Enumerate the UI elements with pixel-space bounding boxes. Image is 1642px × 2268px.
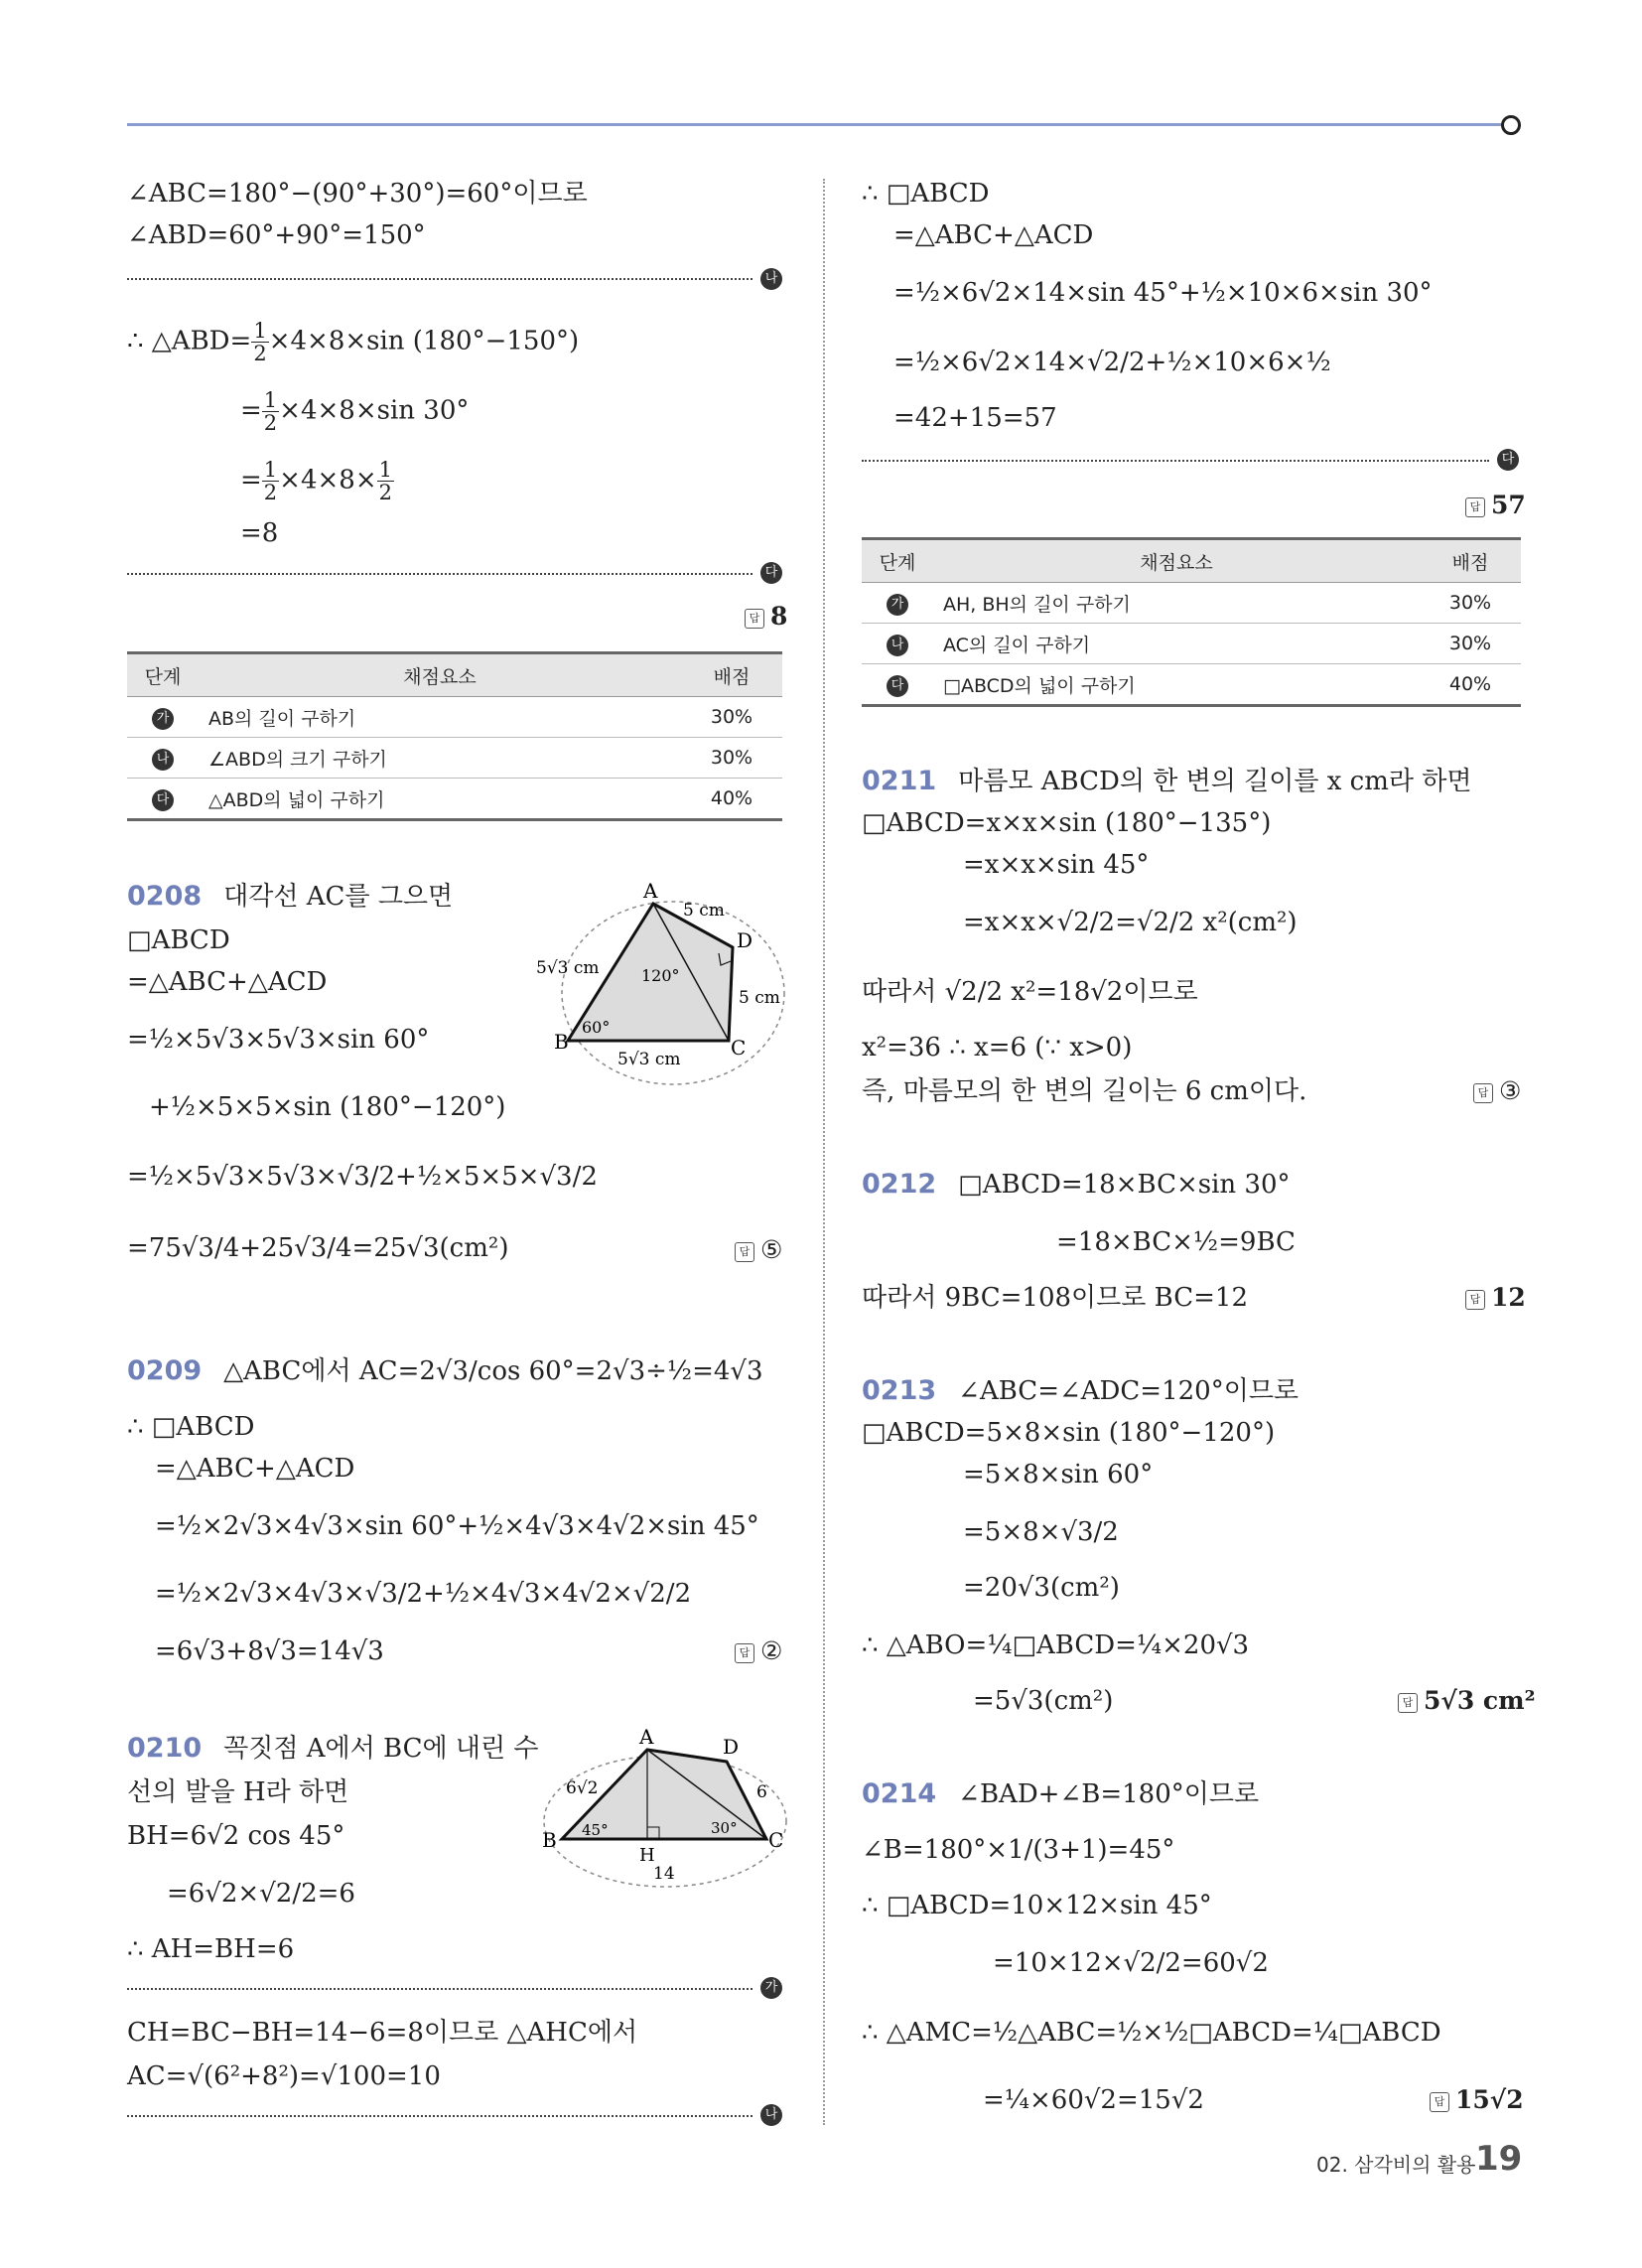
problem-0211-line-2: □ABCD=x×x×sin (180°−135°) bbox=[862, 808, 1272, 838]
problem-0211-line-5: 따라서 √2/2 x²=18√2이므로 bbox=[862, 977, 1198, 1007]
table-cell-score: 30% bbox=[1420, 624, 1521, 664]
fig-angle-b: 45° bbox=[582, 1821, 609, 1839]
answer-0213: 답 5√3 cm² bbox=[1398, 1686, 1536, 1715]
problem-0212-line-3: 따라서 9BC=108이므로 BC=12 bbox=[862, 1283, 1249, 1313]
fig-angle-a: 120° bbox=[641, 966, 680, 985]
table-cell-item: △ABD의 넓이 구하기 bbox=[199, 779, 681, 820]
step-badge: 다 bbox=[152, 789, 174, 811]
left-line-2: ∠ABD=60°+90°=150° bbox=[127, 220, 426, 250]
fig-len-bc: 14 bbox=[653, 1864, 675, 1884]
table-head-step: 단계 bbox=[862, 539, 933, 583]
table-row bbox=[127, 738, 782, 779]
problem-0210-line-6: CH=BC−BH=14−6=8이므로 △AHC에서 bbox=[127, 2018, 638, 2048]
problem-0208-line-7: =75√3/4+25√3/4=25√3(cm²) bbox=[127, 1233, 509, 1263]
problem-0208-line-4: =½×5√3×5√3×sin 60° bbox=[127, 1025, 430, 1055]
answer-0212: 답 12 bbox=[1465, 1283, 1526, 1312]
table-row bbox=[862, 583, 1521, 624]
problem-0214-line-1: 0214 ∠BAD+∠B=180°이므로 bbox=[862, 1778, 1260, 1809]
problem-0213-line-6: ∴ △ABO=¼□ABCD=¼×20√3 bbox=[862, 1630, 1250, 1660]
step-badge-da: 다 bbox=[1497, 449, 1519, 471]
step-separator bbox=[862, 460, 1489, 462]
header-rule-dot bbox=[1501, 115, 1521, 135]
problem-0209-line-6: =6√3+8√3=14√3 bbox=[155, 1636, 384, 1666]
problem-0208-line-1: 0208 대각선 AC를 그으면 bbox=[127, 881, 454, 912]
table-row bbox=[127, 779, 782, 820]
answer-0211: 답 ③ bbox=[1473, 1076, 1521, 1105]
right-line-1: ∴ □ABCD bbox=[862, 179, 990, 209]
page-number: 19 bbox=[1475, 2139, 1523, 2179]
footer-chapter: 02. 삼각비의 활용 bbox=[1316, 2153, 1476, 2177]
problem-0208-line-5: +½×5×5×sin (180°−120°) bbox=[149, 1092, 506, 1122]
step-badge: 가 bbox=[152, 708, 174, 730]
fig-angle-b: 60° bbox=[582, 1018, 611, 1037]
table-cell-item: AB의 길이 구하기 bbox=[199, 697, 681, 738]
answer-0208: 답 ⑤ bbox=[735, 1235, 782, 1264]
figure-0210 bbox=[536, 1728, 794, 1897]
step-separator bbox=[127, 1988, 753, 1990]
problem-0213-line-1: 0213 ∠ABC=∠ADC=120°이므로 bbox=[862, 1375, 1300, 1406]
right-line-4: =½×6√2×14×√2/2+½×10×6×½ bbox=[893, 348, 1331, 377]
problem-0209-line-5: =½×2√3×4√3×√3/2+½×4√3×4√2×√2/2 bbox=[155, 1579, 692, 1609]
scoring-table-1 bbox=[127, 651, 782, 821]
problem-0213-line-7: =5√3(cm²) bbox=[973, 1686, 1114, 1716]
problem-0211-line-6: x²=36 ∴ x=6 (∵ x>0) bbox=[862, 1033, 1133, 1063]
problem-0208-line-2: □ABCD bbox=[127, 925, 230, 955]
problem-0209-line-2: ∴ □ABCD bbox=[127, 1412, 255, 1442]
answer-0209: 답 ② bbox=[735, 1636, 782, 1665]
table-row bbox=[127, 697, 782, 738]
problem-0214-line-2: ∠B=180°×1/(3+1)=45° bbox=[862, 1835, 1175, 1865]
problem-0214-line-5: ∴ △AMC=½△ABC=½×½□ABCD=¼□ABCD bbox=[862, 2018, 1441, 2048]
fig-label-H: H bbox=[639, 1845, 655, 1866]
abd-area-line-3: = $\frac{1}{2}$ ×4×8× $\frac{1}{2}$ bbox=[240, 458, 392, 504]
table-cell-score: 40% bbox=[1420, 664, 1521, 706]
answer-57: 답 57 bbox=[1465, 491, 1526, 519]
problem-0208-line-6: =½×5√3×5√3×√3/2+½×5×5×√3/2 bbox=[127, 1162, 598, 1192]
table-cell-score: 30% bbox=[681, 738, 782, 779]
table-row bbox=[862, 624, 1521, 664]
table-head-score: 배점 bbox=[681, 653, 782, 697]
problem-0211-line-7: 즉, 마름모의 한 변의 길이는 6 cm이다. bbox=[862, 1076, 1307, 1106]
table-cell-item: AH, BH의 길이 구하기 bbox=[933, 583, 1420, 624]
problem-0209-line-1: 0209 △ABC에서 AC=2√3/cos 60°=2√3÷½=4√3 bbox=[127, 1355, 763, 1386]
problem-0209-line-4: =½×2√3×4√3×sin 60°+½×4√3×4√2×sin 45° bbox=[155, 1511, 759, 1541]
fig-len-ad: 5 cm bbox=[683, 901, 725, 921]
left-line-1: ∠ABC=180°−(90°+30°)=60°이므로 bbox=[127, 179, 588, 209]
table-row bbox=[862, 664, 1521, 706]
fig-len-ab: 5√3 cm bbox=[536, 958, 600, 978]
problem-0211-line-1: 0211 마름모 ABCD의 한 변의 길이를 x cm라 하면 bbox=[862, 766, 1472, 796]
problem-0210-line-5: ∴ AH=BH=6 bbox=[127, 1934, 295, 1964]
table-cell-item: ∠ABD의 크기 구하기 bbox=[199, 738, 681, 779]
table-cell-item: AC의 길이 구하기 bbox=[933, 624, 1420, 664]
fig-label-C: C bbox=[768, 1828, 784, 1852]
problem-0210-line-1: 0210 꼭짓점 A에서 BC에 내린 수 bbox=[127, 1733, 539, 1764]
answer-8: 답 8 bbox=[745, 602, 787, 631]
scoring-table-2 bbox=[862, 537, 1521, 707]
problem-0213-line-5: =20√3(cm²) bbox=[963, 1573, 1120, 1603]
header-rule bbox=[127, 123, 1509, 126]
table-head-item: 채점요소 bbox=[933, 539, 1420, 583]
step-badge: 가 bbox=[887, 594, 908, 616]
right-line-2: =△ABC+△ACD bbox=[893, 220, 1094, 250]
fig-label-A: A bbox=[639, 1728, 654, 1749]
table-head-score: 배점 bbox=[1420, 539, 1521, 583]
problem-0210-line-2: 선의 발을 H라 하면 bbox=[127, 1777, 349, 1807]
fig-len-dc: 5 cm bbox=[739, 988, 780, 1008]
problem-0209-line-3: =△ABC+△ACD bbox=[155, 1454, 355, 1484]
problem-0208-line-3: =△ABC+△ACD bbox=[127, 967, 328, 997]
fig-angle-c: 30° bbox=[711, 1819, 738, 1837]
right-line-5: =42+15=57 bbox=[893, 403, 1057, 433]
fig-label-D: D bbox=[737, 928, 753, 952]
problem-0213-line-2: □ABCD=5×8×sin (180°−120°) bbox=[862, 1418, 1276, 1448]
table-cell-score: 30% bbox=[1420, 583, 1521, 624]
problem-0214-line-6: =¼×60√2=15√2 bbox=[983, 2085, 1204, 2115]
step-badge: 다 bbox=[887, 675, 908, 697]
problem-0214-line-3: ∴ □ABCD=10×12×sin 45° bbox=[862, 1891, 1212, 1920]
step-badge: 나 bbox=[887, 635, 908, 656]
column-divider bbox=[823, 179, 825, 2125]
step-badge: 나 bbox=[152, 749, 174, 771]
step-badge-na: 나 bbox=[760, 2104, 782, 2126]
fig-len-ab: 6√2 bbox=[566, 1778, 599, 1798]
problem-0211-line-4: =x×x×√2/2=√2/2 x²(cm²) bbox=[963, 908, 1298, 937]
table-cell-score: 30% bbox=[681, 697, 782, 738]
fig-len-dc: 6 bbox=[756, 1782, 767, 1802]
step-badge-na: 나 bbox=[760, 268, 782, 290]
fig-label-C: C bbox=[731, 1036, 747, 1060]
fig-label-B: B bbox=[542, 1828, 557, 1852]
step-badge-da: 다 bbox=[760, 562, 782, 584]
problem-0213-line-4: =5×8×√3/2 bbox=[963, 1517, 1119, 1547]
problem-0212-line-2: =18×BC×½=9BC bbox=[1056, 1227, 1296, 1257]
fig-label-B: B bbox=[554, 1030, 569, 1054]
table-cell-item: □ABCD의 넓이 구하기 bbox=[933, 664, 1420, 706]
problem-0210-line-3: BH=6√2 cos 45° bbox=[127, 1821, 345, 1851]
step-badge-ga: 가 bbox=[760, 1977, 782, 1999]
abd-area-line-2: = $\frac{1}{2}$ ×4×8×sin 30° bbox=[240, 388, 470, 435]
figure-0208 bbox=[526, 874, 794, 1092]
abd-area-line-4: =8 bbox=[240, 518, 279, 548]
table-head-step: 단계 bbox=[127, 653, 199, 697]
problem-0211-line-3: =x×x×sin 45° bbox=[963, 850, 1150, 880]
fig-len-bc: 5√3 cm bbox=[617, 1050, 681, 1069]
step-separator bbox=[127, 2115, 753, 2117]
problem-0214-line-4: =10×12×√2/2=60√2 bbox=[993, 1948, 1269, 1978]
step-separator bbox=[127, 278, 753, 280]
table-head-item: 채점요소 bbox=[199, 653, 681, 697]
problem-0210-line-7: AC=√(6²+8²)=√100=10 bbox=[127, 2061, 441, 2091]
fig-label-A: A bbox=[643, 879, 658, 903]
answer-0214: 답 15√2 bbox=[1430, 2085, 1524, 2114]
abd-area-line-1: ∴ △ABD= $\frac{1}{2}$ ×4×8×sin (180°−150°) bbox=[127, 319, 580, 365]
problem-0212-line-1: 0212 □ABCD=18×BC×sin 30° bbox=[862, 1169, 1291, 1200]
step-separator bbox=[127, 573, 753, 575]
fig-label-D: D bbox=[723, 1735, 740, 1759]
problem-0210-line-4: =6√2×√2/2=6 bbox=[167, 1879, 355, 1909]
table-cell-score: 40% bbox=[681, 779, 782, 820]
right-line-3: =½×6√2×14×sin 45°+½×10×6×sin 30° bbox=[893, 278, 1433, 308]
problem-0213-line-3: =5×8×sin 60° bbox=[963, 1460, 1154, 1489]
